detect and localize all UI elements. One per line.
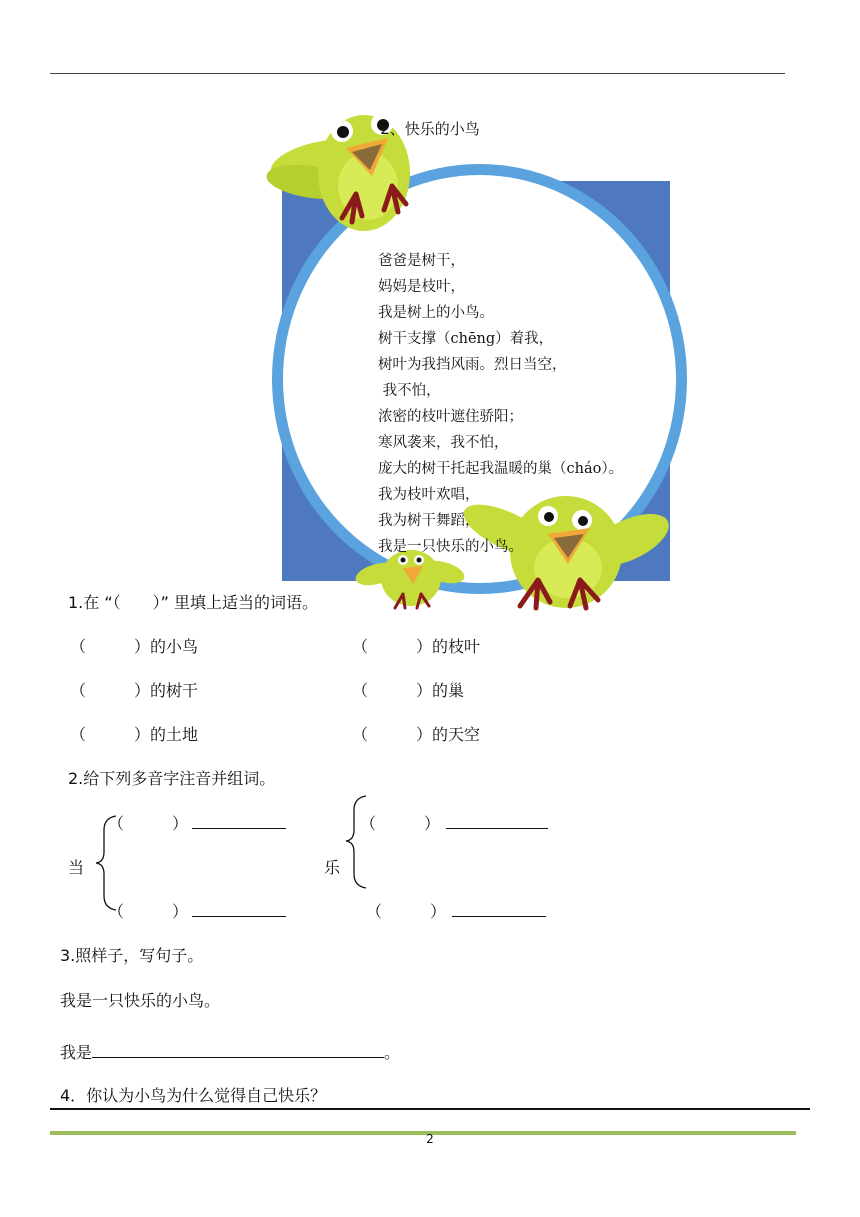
poem-line: 浓密的枝叶遮住骄阳； [378,409,523,425]
q2-pinyin-blank: （ ） [366,899,546,922]
q3-example-sentence: 我是一只快乐的小鸟。 [60,991,221,1010]
poem-line: 我是一只快乐的小鸟。 [378,539,523,555]
q1-item: （ ）的土地 [70,725,199,744]
question-4-prompt: 4．你认为小鸟为什么觉得自己快乐？ [60,1086,327,1105]
poem-line: 树干支撑（chēng）着我， [378,331,554,347]
left-brace-le [344,794,374,890]
q2-pinyin-blank: （ ） [108,811,286,834]
q1-item: （ ）的枝叶 [352,637,481,656]
q1-item: （ ）的巢 [352,681,465,700]
header-rule [50,73,785,74]
poem-line: 妈妈是枝叶， [378,279,465,295]
page-number: 2 [426,1132,434,1146]
bottom-rule [50,1108,810,1110]
q1-item: （ ）的小鸟 [70,637,199,656]
poem-line: 我为枝叶欢唱， [378,487,480,503]
q1-item: （ ）的天空 [352,725,481,744]
poem-line: 庞大的树干托起我温暖的巢（cháo）。 [378,461,624,477]
q3-answer-line: 我是 。 [60,1043,401,1062]
poem-line: 我是树上的小鸟。 [378,305,494,321]
q2-pinyin-blank: （ ） [108,899,286,922]
poem-line: 寒风袭来，我不怕， [378,435,509,451]
polyphone-char-dang: 当 [68,858,85,877]
q1-item: （ ）的树干 [70,681,199,700]
poem-line: 爸爸是树干， [378,253,465,269]
lesson-title: 2、快乐的小鸟 [380,120,480,138]
poem-line: 我为树干舞蹈， [378,513,480,529]
question-3-prompt: 3.照样子，写句子。 [60,946,204,965]
question-1-prompt: 1.在 “（ ）” 里填上适当的词语。 [68,593,319,612]
poem-text [378,248,623,560]
poem-line: 树叶为我挡风雨。烈日当空， [378,357,567,373]
question-2-prompt: 2.给下列多音字注音并组词。 [68,769,276,788]
polyphone-char-le: 乐 [324,858,341,877]
q2-pinyin-blank: （ ） [360,811,548,834]
poem-line: 我不怕， [378,383,441,399]
